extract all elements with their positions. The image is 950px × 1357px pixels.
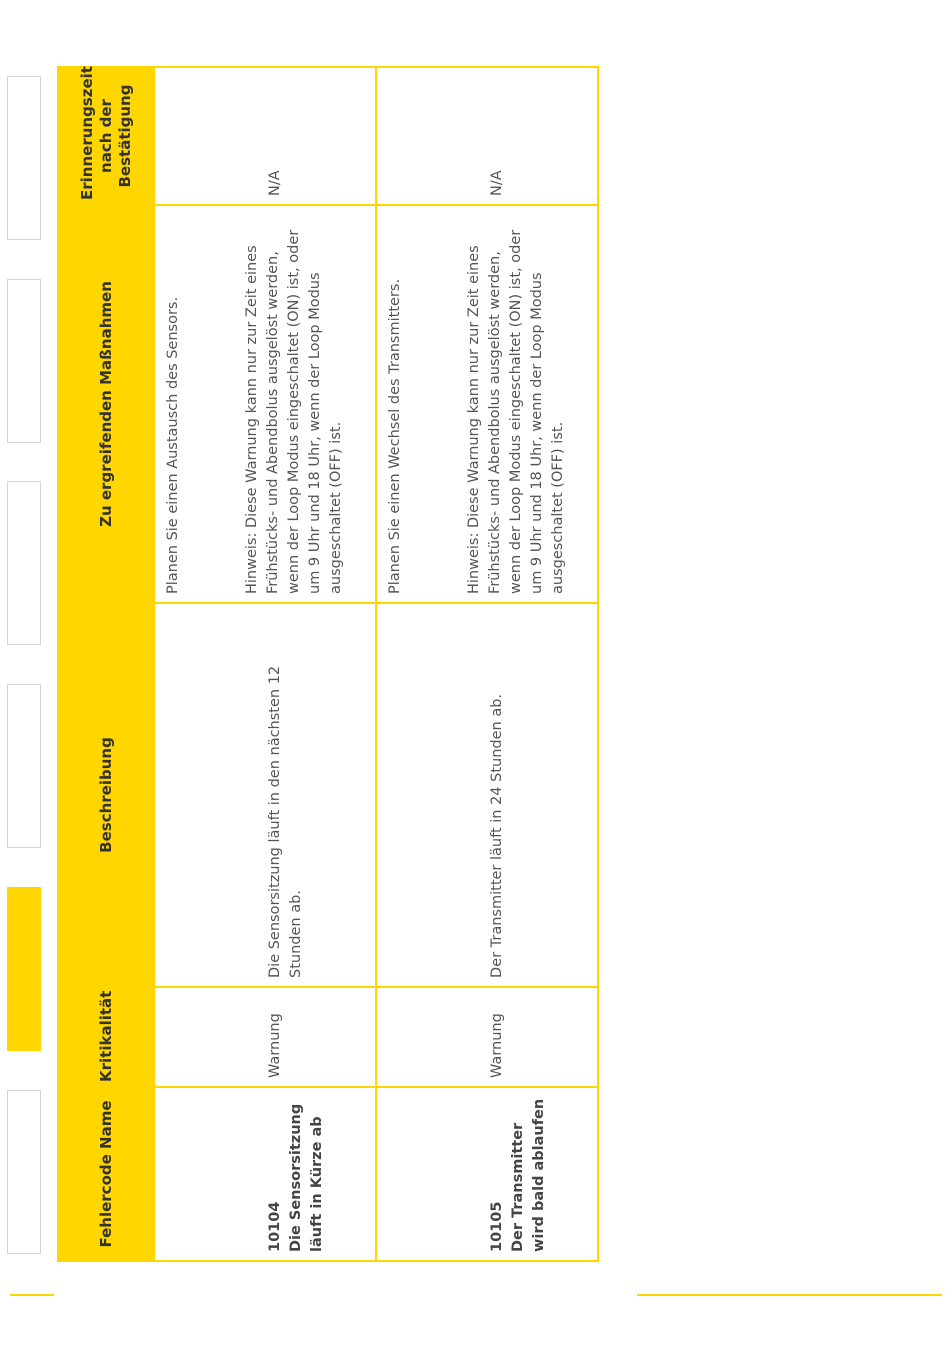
table-row: [154, 67, 376, 1261]
reminder-value: N/A: [267, 170, 283, 196]
reminder-cell: [154, 67, 376, 205]
section-tab-4: [7, 481, 41, 645]
actions-cell: [376, 205, 598, 603]
description-text: Der Transmitter läuft in 24 Stunden ab.: [489, 693, 505, 978]
description-cell: [154, 603, 376, 987]
criticality-value: Warnung: [489, 1013, 505, 1078]
header-description: Beschreibung: [58, 603, 154, 987]
section-tab-6: [7, 76, 41, 240]
reminder-value: N/A: [489, 170, 505, 196]
action-text: Planen Sie einen Austausch des Sensors.: [165, 296, 181, 594]
description-cell: [376, 603, 598, 987]
footer-rule-left: [10, 1294, 54, 1296]
error-code: 10104: [267, 1201, 283, 1252]
reminder-cell: [376, 67, 598, 205]
code-name-cell: [154, 1087, 376, 1261]
criticality-cell: [376, 987, 598, 1087]
table-row: [376, 67, 598, 1261]
error-code: 10105: [489, 1201, 505, 1252]
action-note: Hinweis: Diese Warnung kann nur zur Zeit eines Frühstücks- und Abendbolus ausgelöst werden, wenn der Loop Modus eingeschaltet (ON) ist, oder um 9 Uhr und 18 Uhr, wenn der Loop Modus ausgeschaltet (OFF) ist.: [466, 229, 566, 594]
error-code-table-rotated: [57, 68, 598, 1262]
code-name-cell: [376, 1087, 598, 1261]
header-code-name: Fehlercode Name: [58, 1087, 154, 1261]
header-criticality: Kritikalität: [58, 987, 154, 1087]
criticality-value: Warnung: [267, 1013, 283, 1078]
error-name: Der Transmitter wird bald ablaufen: [510, 1098, 547, 1252]
footer-rule-right: [637, 1294, 942, 1296]
criticality-cell: [154, 987, 376, 1087]
table-header-row: [58, 67, 154, 1261]
section-tabs: [7, 76, 43, 1256]
error-code-table: [57, 66, 599, 1262]
header-actions: Zu ergreifenden Maßnahmen: [58, 205, 154, 603]
section-tab-2-active: [7, 887, 41, 1051]
error-name: Die Sensorsitzung läuft in Kürze ab: [288, 1103, 325, 1252]
header-reminder: Erinnerungszeit nach der Bestätigung: [58, 67, 154, 205]
action-text: Planen Sie einen Wechsel des Transmitters.: [387, 278, 403, 594]
description-text: Die Sensorsitzung läuft in den nächsten 12 Stunden ab.: [267, 665, 304, 978]
section-tab-5: [7, 279, 41, 443]
section-tab-3: [7, 684, 41, 848]
section-tab-1: [7, 1090, 41, 1254]
action-note: Hinweis: Diese Warnung kann nur zur Zeit eines Frühstücks- und Abendbolus ausgelöst werden, wenn der Loop Modus eingeschaltet (ON) ist, oder um 9 Uhr und 18 Uhr, wenn der Loop Modus ausgeschaltet (OFF) ist.: [244, 229, 344, 594]
actions-cell: [154, 205, 376, 603]
